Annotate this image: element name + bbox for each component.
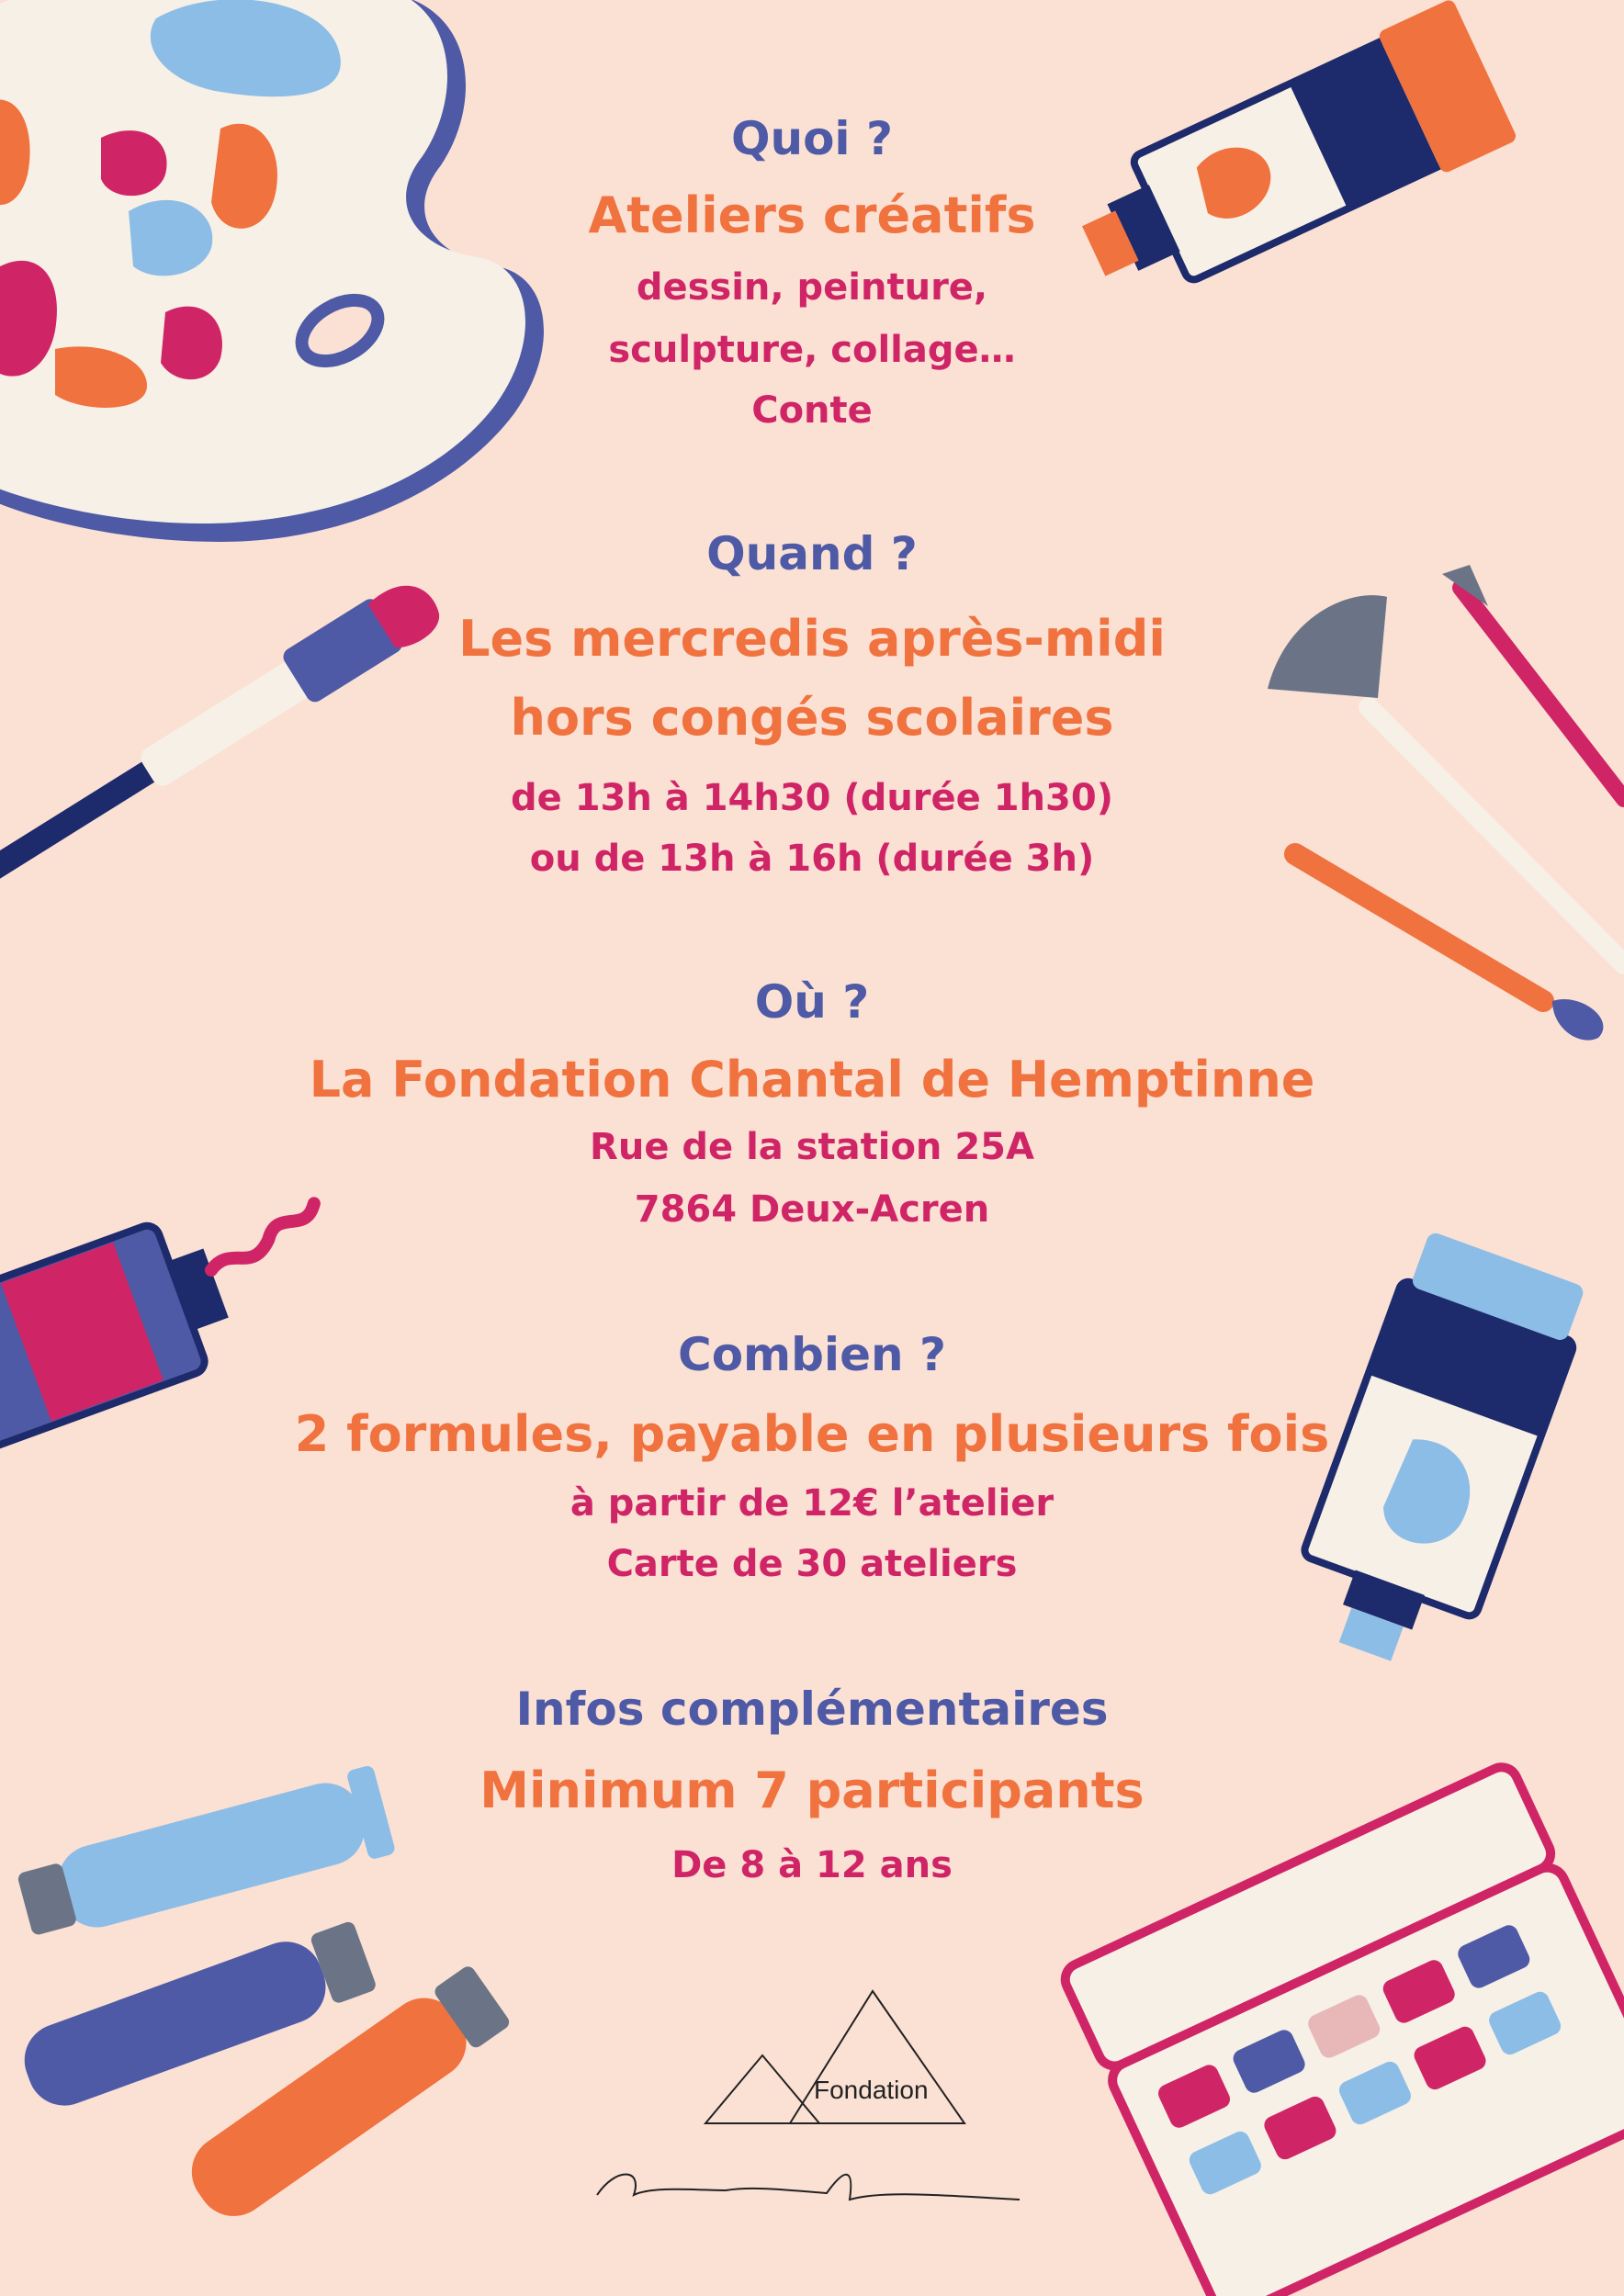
detail-quoi-1: dessin, peinture, xyxy=(636,266,988,309)
heading-quoi: Quoi ? xyxy=(730,112,893,165)
detail-quoi-2: sculpture, collage… xyxy=(608,329,1016,371)
detail-quand-2: ou de 13h à 16h (durée 3h) xyxy=(529,838,1095,880)
detail-quoi-3: Conte xyxy=(751,389,873,432)
main-quand-2: hors congés scolaires xyxy=(510,689,1114,747)
main-quand-1: Les mercredis après-midi xyxy=(458,610,1166,668)
tubes-bottom-left xyxy=(13,1764,514,2230)
detail-combien-2: Carte de 30 ateliers xyxy=(606,1543,1018,1585)
main-ou: La Fondation Chantal de Hemptinne xyxy=(309,1051,1315,1109)
watercolor-box xyxy=(1060,1761,1624,2296)
detail-combien-1: à partir de 12€ l’atelier xyxy=(570,1482,1054,1525)
main-combien: 2 formules, payable en plusieurs fois xyxy=(294,1405,1330,1463)
heading-ou: Où ? xyxy=(754,975,870,1029)
detail-quand-1: de 13h à 14h30 (durée 1h30) xyxy=(511,777,1113,819)
detail-infos: De 8 à 12 ans xyxy=(671,1844,953,1886)
heading-infos: Infos complémentaires xyxy=(515,1683,1109,1736)
signature xyxy=(597,2175,1020,2200)
detail-ou-2: 7864 Deux-Acren xyxy=(634,1188,990,1231)
heading-combien: Combien ? xyxy=(678,1328,946,1381)
heading-quand: Quand ? xyxy=(706,527,918,580)
detail-ou-1: Rue de la station 25A xyxy=(590,1126,1034,1168)
main-quoi: Ateliers créatifs xyxy=(588,186,1036,244)
main-infos: Minimum 7 participants xyxy=(479,1761,1145,1819)
logo-word: Fondation xyxy=(814,2076,929,2104)
